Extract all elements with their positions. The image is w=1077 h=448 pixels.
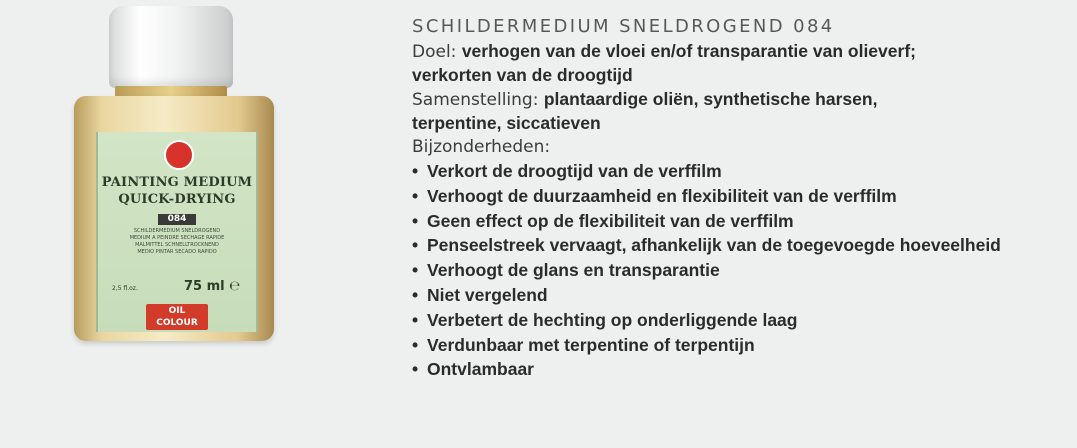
bottle-cap bbox=[109, 6, 233, 88]
list-item: • Ontvlambaar bbox=[412, 357, 1062, 382]
doel-label: Doel: bbox=[412, 42, 457, 62]
bottle-label-translations: SCHILDERMEDIUM SNELDROGEND MÉDIUM À PEINDRE SÉCHAGE RAPIDE MALMITTEL SCHNELLTROCKNEND MEDIO PINTAR SECADO RAPIDO bbox=[129, 228, 225, 255]
list-item: • Penseelstreek vervaagt, afhankelijk van de toegevoegde hoeveelheid bbox=[412, 233, 1062, 258]
samenstelling-line-2 bbox=[412, 112, 1062, 136]
bottle-label-floz: 2,5 fl.oz. bbox=[112, 285, 138, 292]
product-bottle-image bbox=[62, 6, 284, 351]
bijzonderheden-list bbox=[412, 159, 1062, 382]
doel-line bbox=[412, 40, 1062, 64]
samenstelling-line bbox=[412, 88, 1062, 112]
doel-value-2: verkorten van de droogtijd bbox=[412, 65, 633, 85]
product-title: SCHILDERMEDIUM SNELDROGEND 084 bbox=[412, 16, 835, 37]
talens-logo-icon bbox=[164, 140, 194, 170]
list-item: • Niet vergelend bbox=[412, 283, 1062, 308]
bottle-label-name: PAINTING MEDIUM QUICK-DRYING bbox=[101, 175, 253, 207]
bijzonderheden-line bbox=[412, 136, 1062, 159]
bottle-label bbox=[96, 132, 258, 332]
bijzonderheden-label: Bijzonderheden: bbox=[412, 137, 551, 157]
samenstelling-label: Samenstelling: bbox=[412, 90, 539, 110]
oil-colour-badge: OIL COLOUR bbox=[146, 304, 208, 330]
list-item: • Verkort de droogtijd van de verffilm bbox=[412, 159, 1062, 184]
list-item: • Verbetert de hechting op onderliggende laag bbox=[412, 308, 1062, 333]
doel-line-2 bbox=[412, 64, 1062, 88]
samenstelling-value-1: plantaardige oliën, synthetische harsen, bbox=[543, 89, 878, 109]
bottle-label-code: 084 bbox=[158, 214, 196, 225]
list-item: • Geen effect op de flexibiliteit van de verffilm bbox=[412, 209, 1062, 234]
doel-value-1: verhogen van de vloei en/of transparantie van olieverf; bbox=[461, 41, 916, 61]
list-item: • Verdunbaar met terpentine of terpentijn bbox=[412, 333, 1062, 358]
list-item: • Verhoogt de duurzaamheid en flexibiliteit van de verffilm bbox=[412, 184, 1062, 209]
product-description bbox=[412, 14, 1062, 382]
bottle-glass bbox=[74, 96, 274, 341]
list-item: • Verhoogt de glans en transparantie bbox=[412, 258, 1062, 283]
samenstelling-value-2: terpentine, siccatieven bbox=[412, 113, 601, 133]
bottle-label-volume: 75 ml ℮ bbox=[184, 279, 241, 294]
